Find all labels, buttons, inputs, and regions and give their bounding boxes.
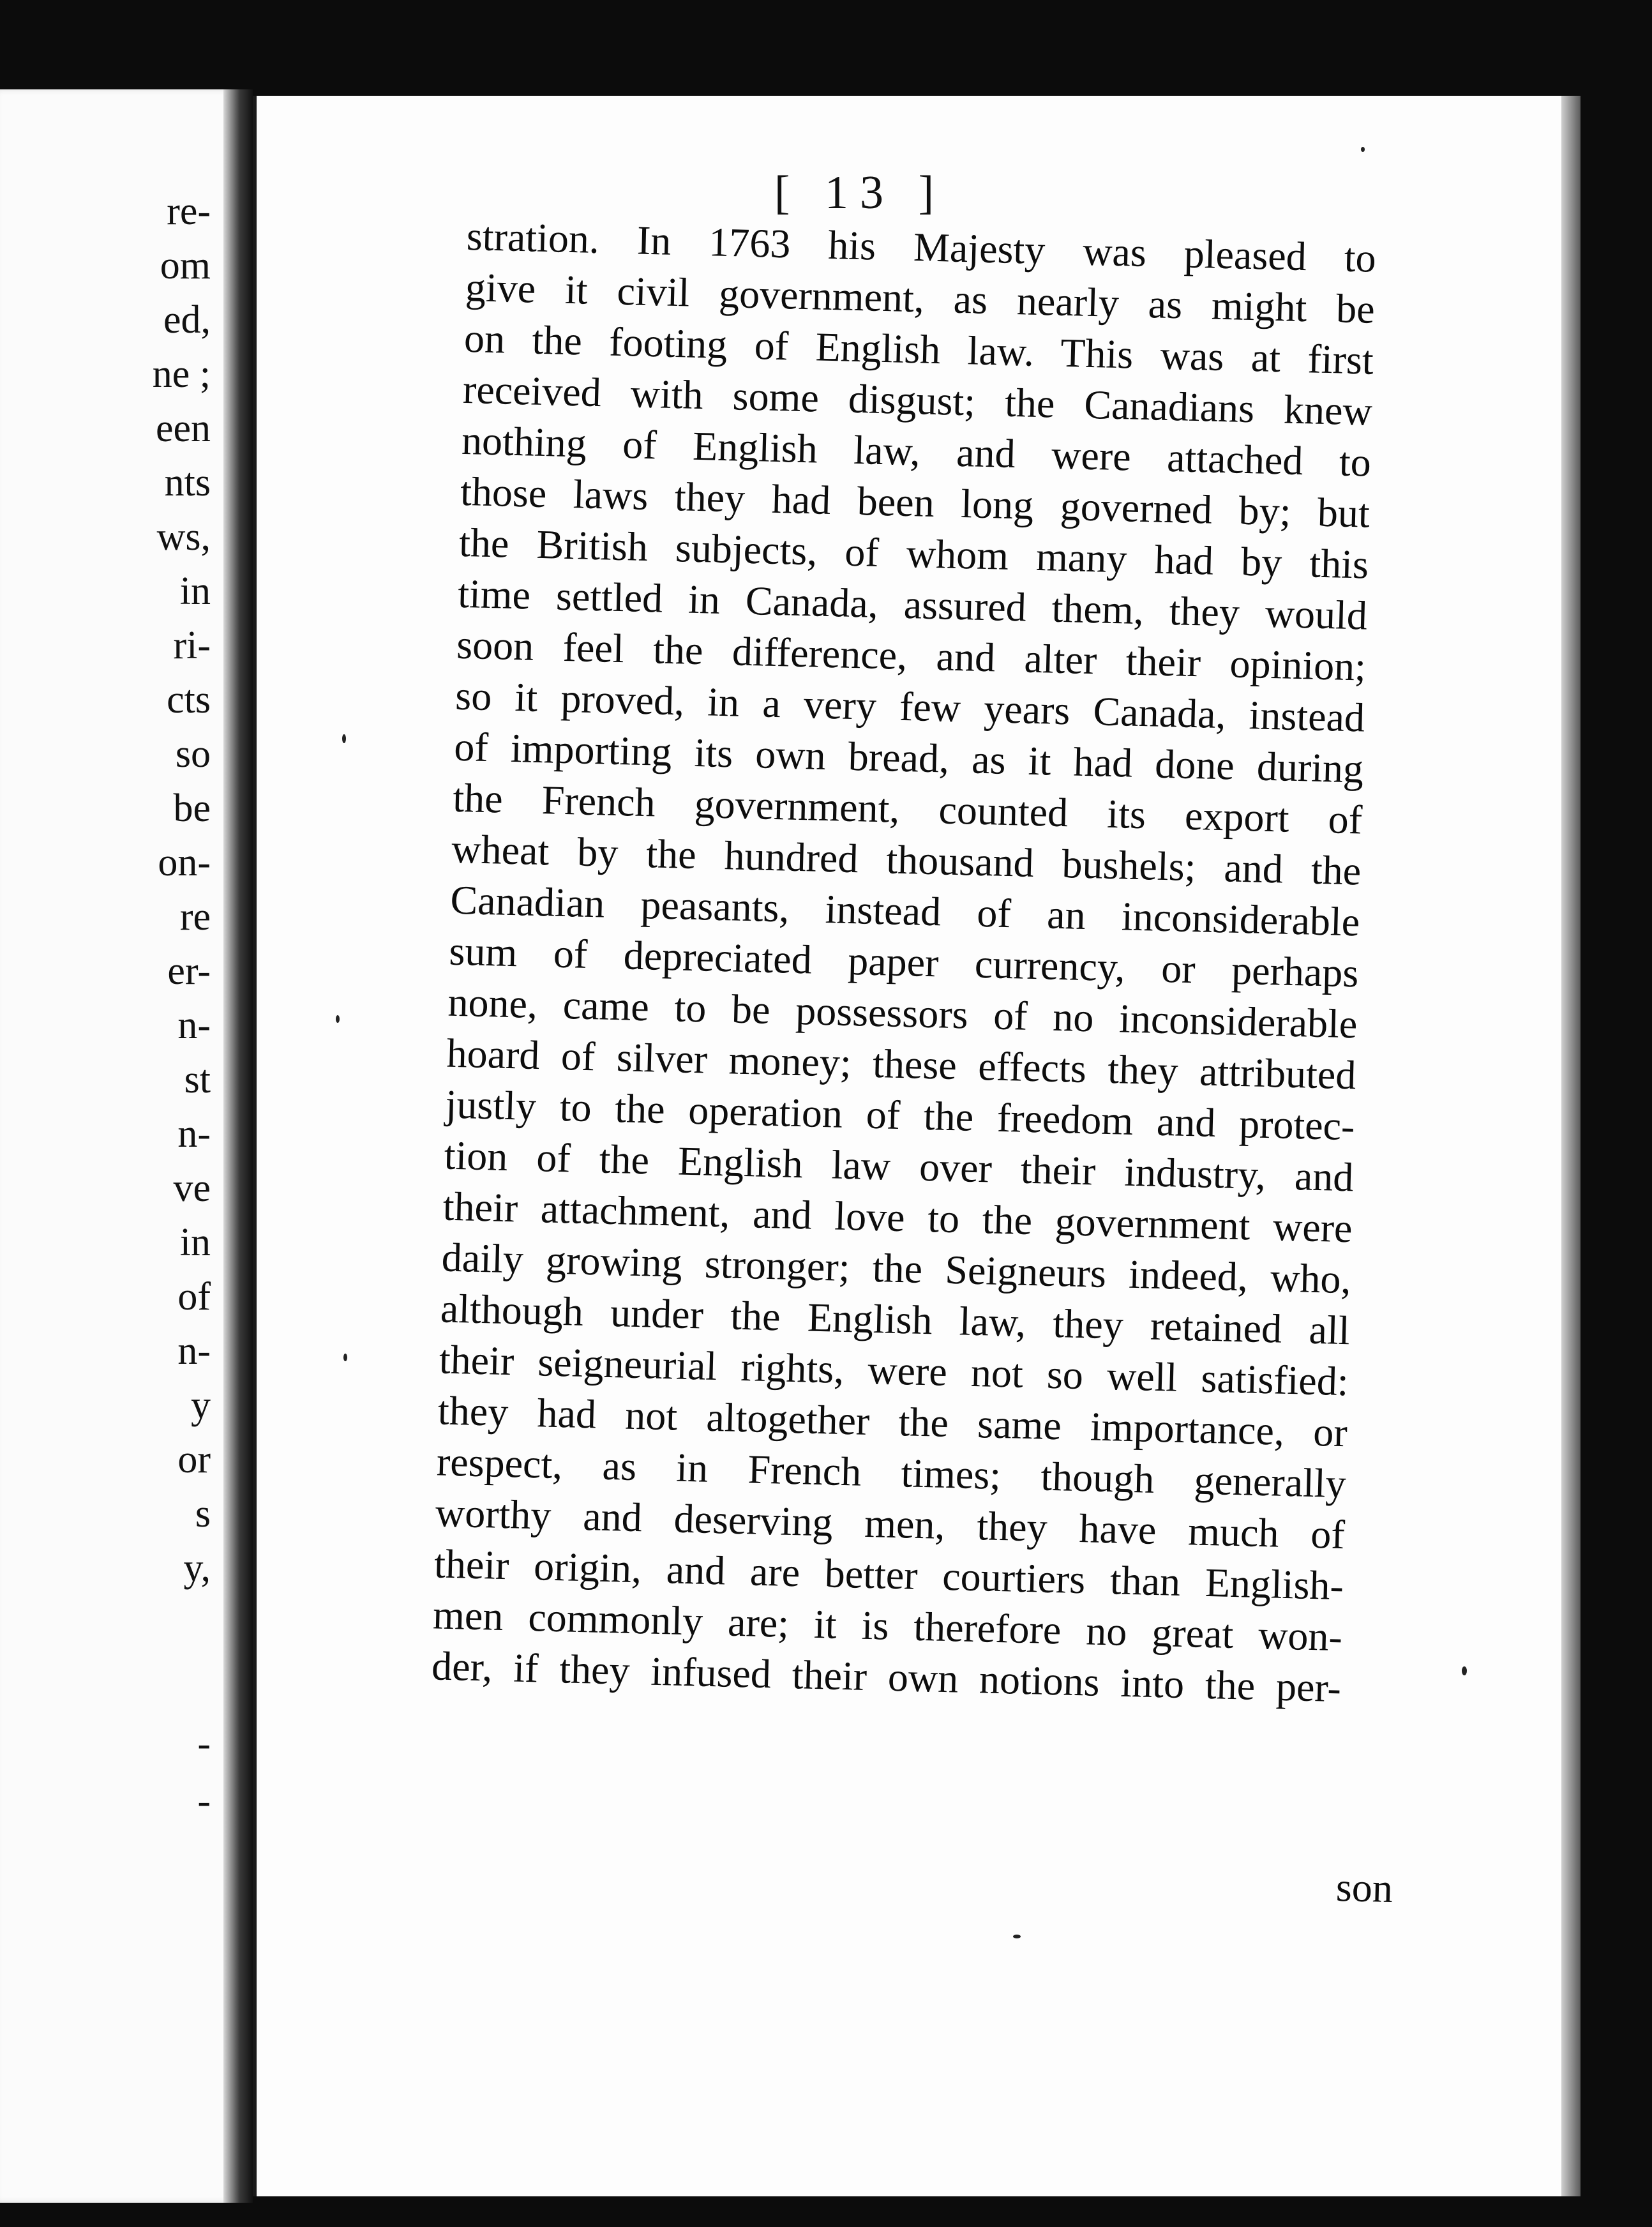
left-fragment: s xyxy=(195,1492,211,1536)
text-line: they had not altogether the same importance, or xyxy=(437,1387,1348,1456)
text-line: men commonly are; it is therefore no great won- xyxy=(432,1592,1343,1660)
left-fragment: om xyxy=(160,244,211,287)
text-line: the French government, counted its export of xyxy=(452,774,1363,843)
text-line: although under the English law, they retained all xyxy=(440,1285,1351,1354)
left-fragment: of xyxy=(177,1275,211,1318)
left-fragment: een xyxy=(155,407,211,450)
text-line: sum of depreciated paper currency, or perhaps xyxy=(448,928,1360,996)
left-page-text-fragments xyxy=(0,89,211,2203)
left-fragment: ri- xyxy=(173,624,211,667)
text-line: the British subjects, of whom many had by this xyxy=(458,519,1369,587)
text-line: hoard of silver money; these effects they attributed xyxy=(446,1030,1357,1098)
left-fragment: cts xyxy=(167,678,211,721)
left-fragment: er- xyxy=(167,949,211,993)
text-line: wheat by the hundred thousand bushels; and the xyxy=(451,826,1362,894)
left-fragment: re- xyxy=(167,190,211,233)
left-fragment: nts xyxy=(164,461,211,504)
text-line: their origin, and are better courtiers than English- xyxy=(433,1541,1344,1609)
left-fragment: on- xyxy=(158,841,211,884)
left-fragment: ne ; xyxy=(152,352,211,396)
ink-speck xyxy=(1361,147,1365,152)
left-fragment: or xyxy=(177,1438,211,1481)
text-line: justly to the operation of the freedom and protec- xyxy=(444,1081,1356,1149)
ink-speck xyxy=(343,1354,347,1361)
text-line: stration. In 1763 his Majesty was pleased to xyxy=(466,213,1377,281)
text-line: those laws they had been long governed by; but xyxy=(460,468,1370,536)
left-fragment: n- xyxy=(177,1329,211,1373)
ink-speck xyxy=(342,734,346,743)
page-edge-shadow xyxy=(1561,96,1581,2196)
text-line: of importing its own bread, as it had done during xyxy=(453,723,1364,792)
text-line: daily growing stronger; the Seigneurs indeed, who, xyxy=(441,1234,1352,1302)
text-line: tion of the English law over their industry, and xyxy=(443,1132,1355,1200)
left-fragment: - xyxy=(197,1779,211,1823)
page-number: [ 13 ] xyxy=(774,167,946,219)
left-page xyxy=(0,89,244,2203)
ink-speck xyxy=(1013,1935,1021,1938)
text-line: on the footing of English law. This was at first xyxy=(463,315,1374,383)
text-line: their attachment, and love to the government were xyxy=(442,1183,1353,1251)
left-fragment: ve xyxy=(173,1166,211,1210)
text-line: respect, as in French times; though generally xyxy=(436,1438,1347,1507)
body-text xyxy=(431,211,1376,1714)
text-line: give it civil government, as nearly as might be xyxy=(465,264,1376,332)
text-line: nothing of English law, and were attached to xyxy=(461,417,1372,485)
ink-speck xyxy=(336,1015,340,1023)
text-line: none, came to be possessors of no inconsiderable xyxy=(447,979,1358,1047)
left-fragment: so xyxy=(175,732,211,776)
ink-speck xyxy=(1462,1666,1467,1675)
left-fragment: st xyxy=(184,1058,211,1101)
left-fragment: ed, xyxy=(163,298,211,342)
left-fragment: be xyxy=(173,787,211,830)
left-fragment: in xyxy=(179,1221,211,1264)
catchword: son xyxy=(1335,1864,1393,1912)
book-gutter xyxy=(223,89,253,2203)
right-page xyxy=(253,96,1565,2196)
text-line: worthy and deserving men, they have much of xyxy=(435,1490,1346,1558)
left-fragment: y, xyxy=(183,1546,211,1590)
left-fragment: y xyxy=(191,1384,211,1427)
text-line: their seigneurial rights, were not so well satisfied: xyxy=(439,1336,1349,1405)
text-line: soon feel the difference, and alter their opinion; xyxy=(456,621,1367,690)
text-line: der, if they infused their own notions into the per- xyxy=(431,1643,1342,1711)
text-line: time settled in Canada, assured them, they would xyxy=(457,570,1368,638)
text-line: so it proved, in a very few years Canada, instead xyxy=(454,672,1365,741)
left-fragment: in xyxy=(179,570,211,613)
text-line: Canadian peasants, instead of an inconsiderable xyxy=(449,877,1361,945)
left-fragment: ws, xyxy=(156,515,211,559)
text-line: received with some disgust; the Canadians knew xyxy=(462,366,1373,434)
left-fragment: - xyxy=(197,1722,211,1765)
left-fragment: n- xyxy=(177,1004,211,1047)
left-fragment: re xyxy=(179,895,211,939)
left-fragment: n- xyxy=(177,1112,211,1156)
